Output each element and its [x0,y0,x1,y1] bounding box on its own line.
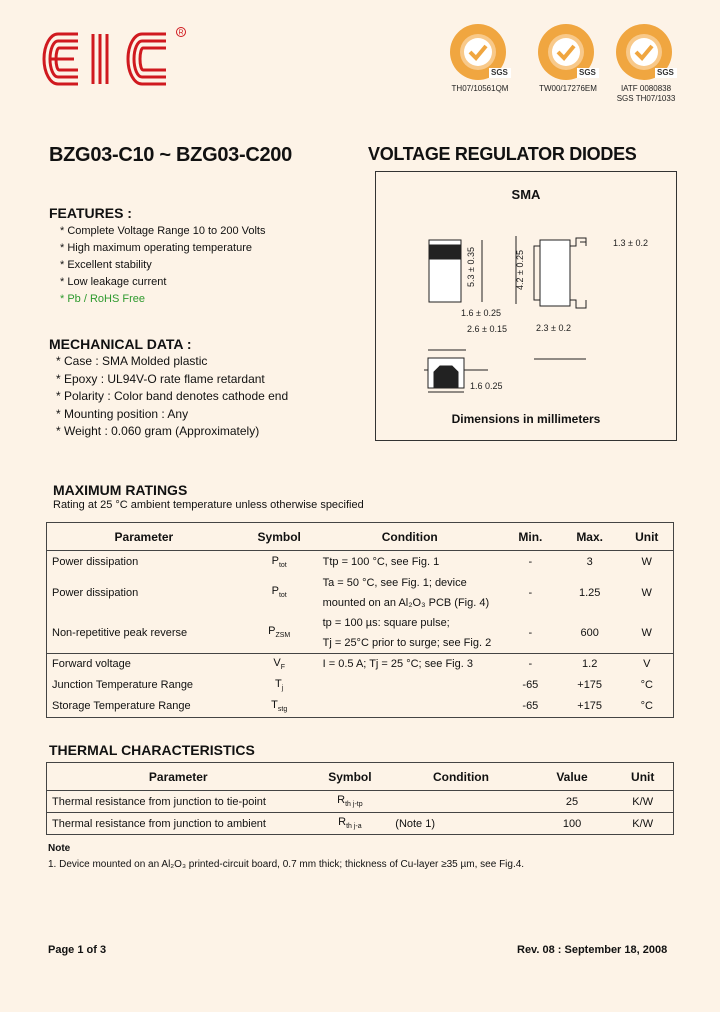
page-number: Page 1 of 3 [48,944,107,956]
max-ratings-heading: MAXIMUM RATINGS [53,482,188,498]
thermal-heading: THERMAL CHARACTERISTICS [49,742,255,758]
max-cell: 3 [586,555,593,568]
symbol-cell: $R_{th j-a}$ [338,816,362,831]
condition-cell: (Note 1) [395,817,436,830]
table-row [47,573,674,613]
list-item: * Complete Voltage Range 10 to 200 Volts [60,225,266,237]
list-item: * Epoxy : UL94V-O rate flame retardant [56,371,265,386]
value-cell: 25 [565,795,579,808]
eic-logo [38,26,188,92]
certificate-id: TH07/10561QM [451,84,509,93]
product-title: VOLTAGE REGULATOR DIODES [368,144,637,164]
package-drawing [376,212,676,402]
param-cell: Thermal resistance from junction to tie-point [52,795,266,808]
list-item: * Pb / RoHS Free [60,293,145,305]
max-cell: +175 [577,700,603,712]
certificate-iso14001 [530,22,606,94]
dim-label: 1.6 0.25 [470,381,503,391]
param-cell: Storage Temperature Range [52,700,191,712]
table-header-row [47,763,674,791]
symbol-cell: $P_{ZSM}$ [268,625,291,640]
symbol-cell: $V_F$ [273,656,285,672]
certificate-id: TW00/17276EM [539,84,597,93]
column-header: Unit [621,523,674,551]
min-cell: - [528,626,533,639]
column-header: Min. [502,523,559,551]
column-header: Condition [318,523,502,551]
condition-cell: Ta = 50 °C, see Fig. 1; device mounted on an Al₂O₃ PCB (Fig. 4) [322,576,490,609]
sgs-label: SGS [579,68,596,77]
table-row [47,696,674,718]
list-item: * Weight : 0.060 gram (Approximately) [56,424,260,438]
note-label: Note [48,843,71,854]
sgs-label: SGS [491,68,508,77]
symbol-cell: $P_{tot}$ [271,554,287,569]
column-header: Parameter [47,523,241,551]
param-cell: Power dissipation [52,555,139,568]
column-header: Symbol [241,523,318,551]
unit-cell: W [641,586,652,599]
unit-cell: K/W [632,817,654,830]
condition-cell: Ttp = 100 °C, see Fig. 1 [322,555,440,568]
table-row [47,813,674,835]
svg-text:R: R [178,29,184,37]
param-cell: Forward voltage [52,658,131,670]
max-ratings-subheading: Rating at 25 °C ambient temperature unless otherwise specified [53,499,364,511]
max-cell: +175 [577,679,603,691]
param-cell: Power dissipation [52,586,139,599]
column-header: Parameter [47,763,310,791]
certificate-iso9001 [442,22,518,94]
condition-cell [390,791,531,813]
part-range-title: BZG03-C10 ~ BZG03-C200 [49,144,292,166]
column-header: Condition [390,763,531,791]
param-cell: Junction Temperature Range [52,679,194,691]
unit-cell: W [641,555,652,568]
list-item: * Mounting position : Any [56,406,189,421]
thermal-table [46,762,674,835]
features-heading: FEATURES : [49,205,132,221]
min-cell: - [528,658,533,670]
symbol-cell: $T_j$ [275,677,284,693]
column-header: Value [532,763,613,791]
table-row [47,653,674,675]
certificate-ts16949 [608,22,684,104]
list-item: * Case : SMA Molded plastic [56,354,208,368]
table-row [47,675,674,696]
param-cell: Non-repetitive peak reverse [52,626,188,639]
value-cell: 100 [562,817,582,830]
unit-cell: V [643,658,651,670]
unit-cell: °C [640,679,653,691]
condition-cell: tp = 100 µs: square pulse; Tj = 25°C prior to surge; see Fig. 2 [322,616,492,649]
sgs-label: SGS [657,68,674,77]
dim-label: 4.2 ± 0.25 [515,250,525,290]
note-text: 1. Device mounted on an Al₂O₃ printed-circuit board, 0.7 mm thick; thickness of Cu-layer ≥35 µm, see Fig.4. [48,859,525,870]
dim-label: 2.3 ± 0.2 [536,323,571,333]
column-header: Max. [559,523,621,551]
package-caption: Dimensions in millimeters [451,412,601,426]
table-row [47,551,674,573]
min-cell: -65 [522,700,539,712]
min-cell: - [528,555,533,568]
max-ratings-table [46,522,674,718]
unit-cell: W [641,626,652,639]
unit-cell: °C [640,700,653,712]
mechanical-list [56,353,288,441]
dim-label: 1.3 ± 0.2 [613,238,648,248]
list-item: * Excellent stability [60,259,152,271]
table-header-row [47,523,674,551]
symbol-cell: $P_{tot}$ [271,585,287,600]
dim-label: 1.6 ± 0.25 [461,308,501,318]
symbol-cell: $T_{stg}$ [271,698,288,714]
list-item: * Polarity : Color band denotes cathode end [56,389,289,403]
features-list [60,223,265,308]
certificate-id: IATF 0080838 [620,84,672,93]
unit-cell: K/W [632,795,654,808]
max-cell: 600 [580,626,599,639]
certificate-id: SGS TH07/1033 [616,94,676,103]
list-item: * High maximum operating temperature [60,242,252,254]
column-header: Unit [612,763,673,791]
min-cell: - [528,586,533,599]
min-cell: -65 [522,679,539,691]
list-item: * Low leakage current [60,276,167,288]
column-header: Symbol [310,763,391,791]
table-row [47,791,674,813]
param-cell: Thermal resistance from junction to ambient [52,817,266,830]
max-cell: 1.2 [582,658,598,670]
symbol-cell: $R_{th j-tp}$ [337,794,363,809]
condition-cell: I = 0.5 A; Tj = 25 °C; see Fig. 3 [322,658,473,670]
package-outline-box [375,171,677,441]
dim-label: 2.6 ± 0.15 [467,324,507,334]
table-row [47,613,674,654]
dim-label: 5.3 ± 0.35 [466,247,476,287]
package-name: SMA [511,187,541,202]
max-cell: 1.25 [578,586,601,599]
revision-date: Rev. 08 : September 18, 2008 [517,944,668,956]
condition-cell [318,675,502,696]
mechanical-heading: MECHANICAL DATA : [49,336,192,352]
condition-cell [318,696,502,718]
